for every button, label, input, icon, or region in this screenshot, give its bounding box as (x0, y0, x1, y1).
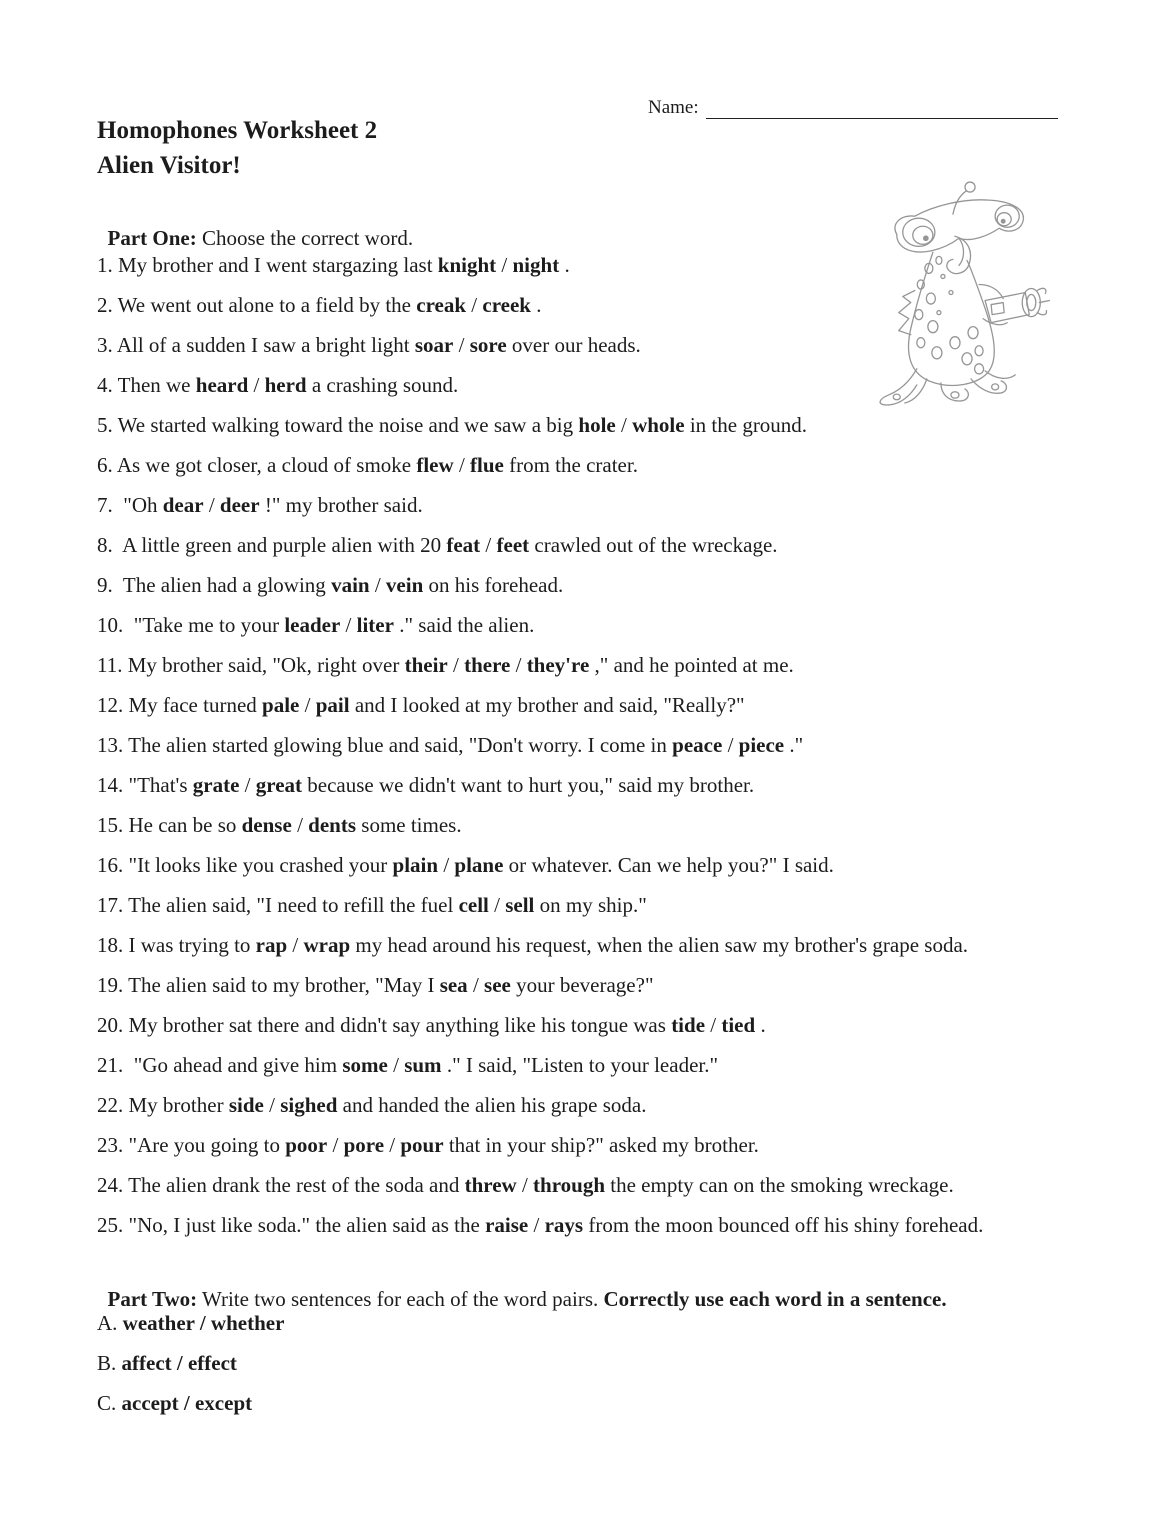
sentence-text: on his forehead. (423, 573, 564, 597)
homophone-choice: liter (356, 613, 394, 637)
word-pair-letter: A. (97, 1311, 123, 1335)
homophone-choice: sore (469, 333, 507, 357)
sentence-text: or whatever. Can we help you?" I said. (503, 853, 834, 877)
sentence-text: my head around his request, when the alien saw my brother's grape soda. (350, 933, 969, 957)
name-label: Name: (648, 97, 699, 118)
list-item (97, 412, 1107, 452)
homophone-choice: vain (331, 573, 370, 597)
list-item (97, 692, 1107, 732)
sentence-text: / (488, 893, 506, 917)
homophone-choice: sea (439, 973, 468, 997)
homophone-choice: piece (738, 733, 785, 757)
list-item (97, 1092, 1107, 1132)
sentence-text: / (239, 773, 256, 797)
sentence-text: / (467, 973, 485, 997)
sentence-text: / (510, 653, 527, 677)
homophone-choice: plain (392, 853, 439, 877)
homophone-choice: soar (414, 333, 454, 357)
sentence-text: / (480, 533, 497, 557)
word-pair-words: weather / whether (122, 1311, 285, 1335)
homophone-choice: great (255, 773, 303, 797)
homophone-choice: peace (672, 733, 723, 757)
sentence-text: 4. Then we (97, 373, 196, 397)
homophone-choice: threw (464, 1173, 517, 1197)
word-pair-letter: B. (97, 1351, 122, 1375)
part-two-heading (97, 1262, 1107, 1312)
homophone-choice: heard (195, 373, 249, 397)
part-two-instruction-bold: Correctly use each word in a sentence. (603, 1287, 947, 1311)
list-item (97, 852, 1107, 892)
list-item (97, 572, 1107, 612)
homophone-choice: dents (308, 813, 357, 837)
sentence-text: ." said the alien. (393, 613, 535, 637)
homophone-choice: creek (482, 293, 531, 317)
sentence-text: 2. We went out alone to a field by the (97, 293, 417, 317)
sentence-text: 18. I was trying to (97, 933, 256, 957)
sentence-text: 1. My brother and I went stargazing last (97, 253, 438, 277)
word-pair-words: affect / effect (121, 1351, 237, 1375)
sentence-text: 25. "No, I just like soda." the alien said as the (97, 1213, 486, 1237)
sentence-text: . (530, 293, 542, 317)
homophone-choice: flew (416, 453, 454, 477)
sentence-text: because we didn't want to hurt you," said my brother. (302, 773, 755, 797)
list-item (97, 1132, 1107, 1172)
sentence-text: . (755, 1013, 766, 1037)
sentence-text: / (466, 293, 483, 317)
list-item (97, 252, 1107, 292)
sentence-text: / (369, 573, 386, 597)
homophone-choice: feat (446, 533, 481, 557)
homophone-choice: flue (470, 453, 504, 477)
homophone-choice: pore (343, 1133, 385, 1157)
list-item (97, 452, 1107, 492)
list-item (97, 1212, 1107, 1252)
sentence-text: 5. We started walking toward the noise and we saw a big (97, 413, 579, 437)
sentence-text: crawled out of the wreckage. (529, 533, 778, 557)
sentence-text: 11. My brother said, "Ok, right over (97, 653, 405, 677)
sentence-text: . (559, 253, 570, 277)
name-blank-line (706, 99, 1058, 119)
sentence-text: 17. The alien said, "I need to refill the fuel (97, 893, 459, 917)
sentence-text: a crashing sound. (306, 373, 459, 397)
homophone-choice: deer (219, 493, 260, 517)
sentence-text: 16. "It looks like you crashed your (97, 853, 393, 877)
sentence-text: !" my brother said. (259, 493, 423, 517)
homophone-choice: side (228, 1093, 264, 1117)
part-one-list (97, 252, 1107, 1252)
sentence-text: ." I said, "Listen to your leader." (441, 1053, 719, 1077)
homophone-choice: their (404, 653, 448, 677)
sentence-text: 14. "That's (97, 773, 193, 797)
homophone-choice: whole (632, 413, 685, 437)
sentence-text: / (516, 1173, 534, 1197)
word-pair-item (97, 1310, 284, 1350)
sentence-text: / (387, 1053, 405, 1077)
sentence-text: 10. "Take me to your (97, 613, 285, 637)
homophone-choice: grate (192, 773, 240, 797)
homophone-choice: some (342, 1053, 388, 1077)
sentence-text: 21. "Go ahead and give him (97, 1053, 343, 1077)
word-pair-item (97, 1350, 284, 1390)
homophone-choice: pour (400, 1133, 444, 1157)
homophone-choice: herd (264, 373, 307, 397)
list-item (97, 772, 1107, 812)
homophone-choice: tide (671, 1013, 706, 1037)
sentence-text: the empty can on the smoking wreckage. (605, 1173, 954, 1197)
sentence-text: 23. "Are you going to (97, 1133, 286, 1157)
homophone-choice: leader (284, 613, 341, 637)
list-item (97, 812, 1107, 852)
part-two-label: Part Two: (107, 1287, 198, 1311)
homophone-choice: rays (544, 1213, 584, 1237)
homophone-choice: creak (416, 293, 467, 317)
sentence-text: / (384, 1133, 401, 1157)
homophone-choice: plane (454, 853, 504, 877)
sentence-text: from the crater. (503, 453, 638, 477)
sentence-text: and handed the alien his grape soda. (337, 1093, 647, 1117)
homophone-choice: dear (162, 493, 204, 517)
homophone-choice: knight (437, 253, 497, 277)
sentence-text: some times. (356, 813, 462, 837)
sentence-text: / (287, 933, 304, 957)
worksheet-title (97, 113, 377, 183)
sentence-text: / (615, 413, 633, 437)
sentence-text: your beverage?" (510, 973, 654, 997)
list-item (97, 332, 1107, 372)
list-item (97, 1012, 1107, 1052)
sentence-text: and I looked at my brother and said, "Really?" (349, 693, 745, 717)
sentence-text: 6. As we got closer, a cloud of smoke (97, 453, 417, 477)
sentence-text: / (496, 253, 513, 277)
sentence-text: 15. He can be so (97, 813, 242, 837)
sentence-text: 8. A little green and purple alien with 20 (97, 533, 447, 557)
word-pair-letter: C. (97, 1391, 122, 1415)
homophone-choice: pail (315, 693, 350, 717)
sentence-text: / (291, 813, 309, 837)
sentence-text: 9. The alien had a glowing (97, 573, 332, 597)
homophone-choice: hole (578, 413, 616, 437)
title-line-2: Alien Visitor! (97, 152, 241, 179)
sentence-text: / (705, 1013, 722, 1037)
sentence-text: / (453, 333, 470, 357)
part-one-label: Part One: (107, 226, 197, 250)
sentence-text: in the ground. (684, 413, 808, 437)
sentence-text: on my ship." (534, 893, 647, 917)
homophone-choice: see (484, 973, 511, 997)
list-item (97, 532, 1107, 572)
homophone-choice: they're (526, 653, 590, 677)
list-item (97, 732, 1107, 772)
list-item (97, 932, 1107, 972)
sentence-text: 3. All of a sudden I saw a bright light (97, 333, 415, 357)
list-item (97, 492, 1107, 532)
homophone-choice: cell (458, 893, 489, 917)
sentence-text: 20. My brother sat there and didn't say anything like his tongue was (97, 1013, 672, 1037)
list-item (97, 972, 1107, 1012)
list-item (97, 1052, 1107, 1092)
list-item (97, 1172, 1107, 1212)
sentence-text: 22. My brother (97, 1093, 229, 1117)
sentence-text: / (453, 453, 471, 477)
word-pair-item (97, 1390, 284, 1430)
word-pair-words: accept / except (121, 1391, 253, 1415)
homophone-choice: sum (404, 1053, 442, 1077)
sentence-text: 13. The alien started glowing blue and said, "Don't worry. I come in (97, 733, 673, 757)
sentence-text: 19. The alien said to my brother, "May I (97, 973, 440, 997)
name-row (648, 97, 1058, 119)
sentence-text: / (263, 1093, 281, 1117)
sentence-text: ." (784, 733, 804, 757)
list-item (97, 292, 1107, 332)
sentence-text: / (528, 1213, 545, 1237)
list-item (97, 652, 1107, 692)
title-line-1: Homophones Worksheet 2 (97, 117, 378, 144)
homophone-choice: rap (255, 933, 288, 957)
sentence-text: from the moon bounced off his shiny forehead. (583, 1213, 984, 1237)
list-item (97, 612, 1107, 652)
sentence-text: 24. The alien drank the rest of the soda and (97, 1173, 465, 1197)
sentence-text: 7. "Oh (97, 493, 163, 517)
homophone-choice: feet (496, 533, 530, 557)
homophone-choice: sighed (280, 1093, 338, 1117)
homophone-choice: sell (505, 893, 535, 917)
homophone-choice: vein (385, 573, 424, 597)
homophone-choice: tied (721, 1013, 756, 1037)
sentence-text: / (203, 493, 220, 517)
list-item (97, 892, 1107, 932)
sentence-text: / (299, 693, 316, 717)
homophone-choice: pale (262, 693, 300, 717)
sentence-text: 12. My face turned (97, 693, 263, 717)
homophone-choice: through (533, 1173, 606, 1197)
sentence-text: / (438, 853, 455, 877)
sentence-text: / (248, 373, 265, 397)
sentence-text: / (722, 733, 739, 757)
sentence-text: / (340, 613, 357, 637)
sentence-text: / (447, 653, 465, 677)
homophone-choice: dense (241, 813, 292, 837)
sentence-text: that in your ship?" asked my brother. (443, 1133, 759, 1157)
part-two-instruction: Write two sentences for each of the word pairs. (197, 1287, 604, 1311)
homophone-choice: wrap (303, 933, 351, 957)
part-one-instruction: Choose the correct word. (196, 226, 414, 250)
part-one-heading (97, 201, 413, 251)
sentence-text: / (327, 1133, 344, 1157)
word-pair-list (97, 1310, 284, 1430)
sentence-text: over our heads. (506, 333, 641, 357)
homophone-choice: there (464, 653, 511, 677)
homophone-choice: poor (285, 1133, 328, 1157)
homophone-choice: raise (485, 1213, 529, 1237)
list-item (97, 372, 1107, 412)
homophone-choice: night (512, 253, 560, 277)
sentence-text: ," and he pointed at me. (589, 653, 794, 677)
